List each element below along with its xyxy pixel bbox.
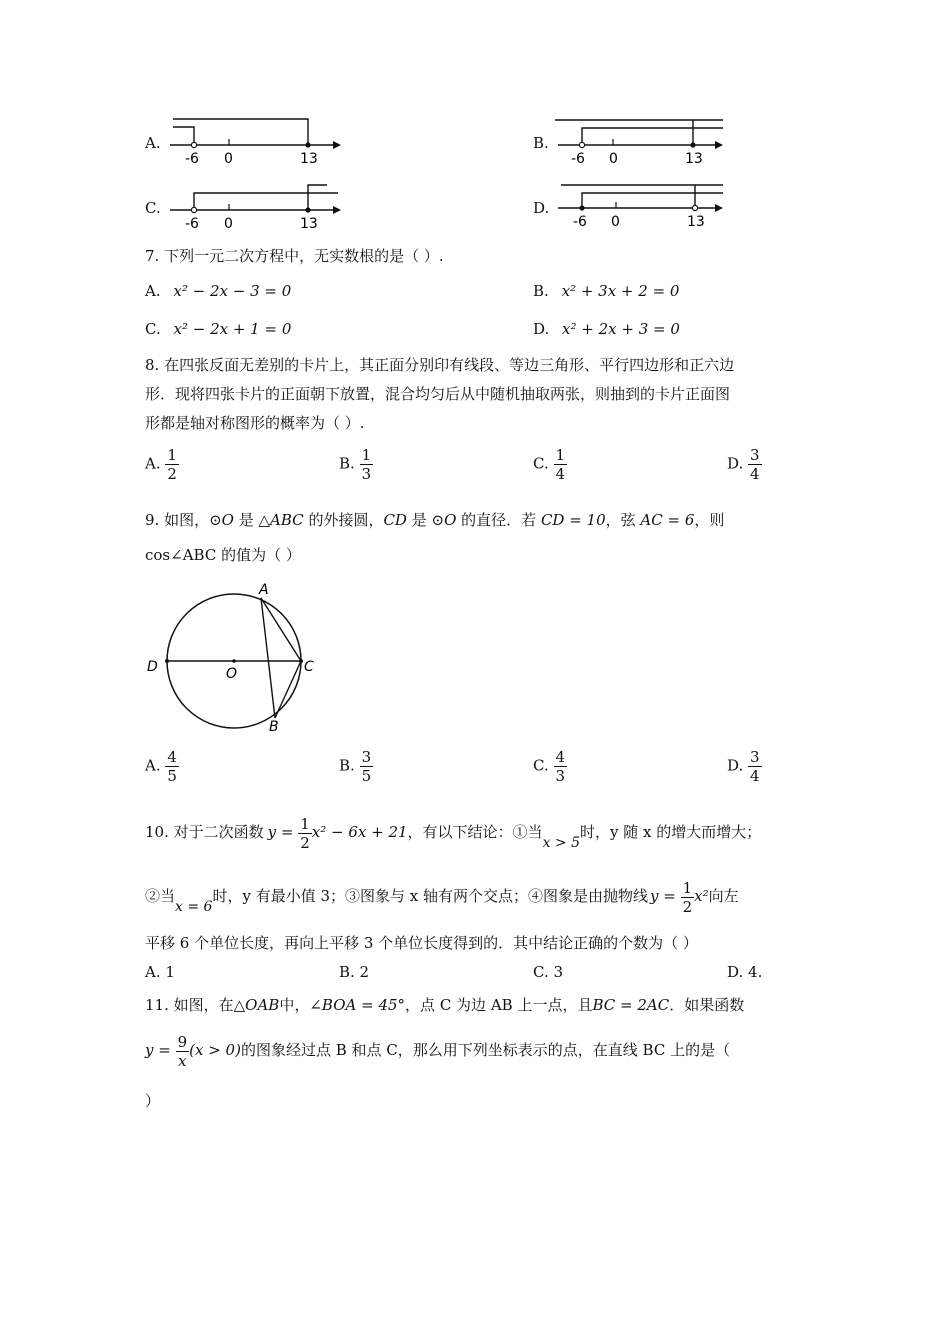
q10-parabola-fraction: $\frac{1}{2}$ [682, 878, 693, 916]
cos-abc: cos∠ABC [145, 546, 217, 564]
q7-option-a-expr: x² − 2x − 3 = 0 [173, 282, 292, 300]
triangle-oab: △OAB [233, 996, 280, 1014]
point-c-label: C [304, 659, 314, 675]
point-a-label: A [259, 582, 269, 598]
q9-option-a-label: A. [145, 756, 161, 775]
point-d-label: D [147, 659, 158, 675]
q9-option-d [727, 748, 762, 785]
q7-option-d-expr: x² + 2x + 3 = 0 [562, 320, 680, 338]
q7-stem: 7. 下列一元二次方程中，无实数根的是（ ）. [145, 247, 444, 265]
tick-13: 13 [685, 151, 703, 167]
q10-option-b: B. 2 [339, 963, 370, 981]
q9-option-c-label: C. [533, 756, 549, 775]
q8-option-c [533, 446, 567, 483]
q6-option-c-numberline [165, 177, 350, 235]
q9-option-c [533, 748, 567, 785]
tick-13: 13 [687, 214, 705, 230]
q7-option-c-label: C. [145, 320, 161, 338]
q8-line-2: 形．现将四张卡片的正面朝下放置，混合均匀后从中随机抽取两张，则抽到的卡片正面图 [145, 385, 731, 403]
tick-neg6: -6 [571, 151, 585, 167]
q10-half-fraction: $\frac{1}{2}$ [300, 814, 310, 852]
q8-option-d [727, 446, 762, 483]
q8-option-b-label: B. [339, 454, 355, 473]
tick-neg6: -6 [185, 216, 199, 232]
q8-option-d-fraction: $\frac{3}{4}$ [750, 446, 760, 483]
q9-option-b-fraction: $\frac{3}{5}$ [361, 748, 372, 785]
q9-option-a [145, 748, 179, 785]
tick-0: 0 [224, 151, 233, 167]
q9-option-c-fraction: $\frac{4}{3}$ [555, 748, 566, 785]
point-b-label: B [269, 719, 279, 735]
q8-option-c-label: C. [533, 454, 549, 473]
q6-option-c-label: C. [145, 199, 161, 217]
q10-option-c: C. 3 [533, 963, 564, 981]
q6-option-d-label: D. [533, 199, 550, 217]
tick-0: 0 [609, 151, 618, 167]
triangle-abc: △ABC [258, 511, 304, 529]
q8-option-a-fraction: $\frac{1}{2}$ [167, 446, 177, 483]
tick-0: 0 [224, 216, 233, 232]
q10-option-a: A. 1 [145, 963, 175, 981]
q7-option-c-expr: x² − 2x + 1 = 0 [173, 320, 292, 338]
q7-option-a [145, 281, 291, 301]
tick-0: 0 [611, 214, 620, 230]
q11-line-2: y = $\frac{9}{x}$ (x > 0)的图象经过点 B 和点 C，那么用下列坐标表示的点，在直线 BC 上的是（ [145, 1032, 731, 1070]
q9-option-a-fraction: $\frac{4}{5}$ [167, 748, 177, 785]
q10-line-3: 平移 6 个单位长度，再向上平移 3 个单位长度得到的．其中结论正确的个数为（ ） [145, 934, 698, 952]
tick-13: 13 [300, 216, 318, 232]
q7-option-d-label: D. [533, 320, 550, 338]
q6-option-a-numberline [165, 112, 350, 170]
q9-line-1: 9. 如图，⊙O 是 △ABC 的外接圆，CD 是 ⊙O 的直径．若 CD = 10，弦 AC = 6，则 [145, 511, 725, 529]
q8-option-a [145, 446, 179, 483]
point-o-label: O [226, 666, 238, 682]
q7-option-c [145, 319, 291, 339]
q7-option-b-label: B. [533, 282, 549, 300]
q7-option-d [533, 319, 680, 339]
q11-function-fraction: $\frac{9}{x}$ [177, 1032, 188, 1070]
q10-line-2: ②当x = 6时，y 有最小值 3；③图象与 x 轴有两个交点；④图象是由抛物线 y = $\frac{1}{2}$ x²向左 [145, 878, 739, 916]
q7-option-a-label: A. [145, 282, 161, 300]
q6-option-d-numberline [553, 177, 738, 235]
circle-o: ⊙O [209, 511, 234, 529]
q6-option-a-label: A. [145, 134, 161, 152]
q11-line-1: 11. 如图，在△OAB中，∠BOA = 45°，点 C 为边 AB 上一点，且BC = 2AC．如果函数 [145, 996, 745, 1014]
q7-option-b [533, 281, 679, 301]
q9-option-b [339, 748, 373, 785]
q8-line-3: 形都是轴对称图形的概率为（ ）. [145, 414, 365, 432]
q11-line-3: ） [145, 1092, 161, 1110]
q8-option-c-fraction: $\frac{1}{4}$ [555, 446, 566, 483]
q8-option-d-label: D. [727, 454, 744, 473]
q10-option-d: D. 4. [727, 963, 763, 981]
q9-option-d-fraction: $\frac{3}{4}$ [750, 748, 760, 785]
q10-line-1: 10. 对于二次函数 y = $\frac{1}{2}$ x² − 6x + 21，有以下结论：①当x > 5时，y 随 x 的增大而增大； [145, 814, 762, 852]
tick-neg6: -6 [185, 151, 199, 167]
q6-option-b-numberline [553, 112, 738, 170]
q8-option-a-label: A. [145, 454, 161, 473]
q10-condition-x-gt-5: x > 5 [542, 835, 580, 851]
tick-13: 13 [300, 151, 318, 167]
q9-option-d-label: D. [727, 756, 744, 775]
q8-option-b-fraction: $\frac{1}{3}$ [361, 446, 372, 483]
q8-line-1: 8. 在四张反面无差别的卡片上，其正面分别印有线段、等边三角形、平行四边形和正六边 [145, 356, 735, 374]
q8-option-b [339, 446, 373, 483]
q9-line-2: cos∠ABC 的值为（ ） [145, 546, 301, 564]
angle-boa: ∠BOA = 45° [309, 996, 406, 1014]
q7-option-b-expr: x² + 3x + 2 = 0 [561, 282, 680, 300]
q9-circle-figure [140, 578, 330, 738]
tick-neg6: -6 [573, 214, 587, 230]
q6-option-b-label: B. [533, 134, 549, 152]
q10-condition-x-eq-6: x = 6 [175, 899, 213, 915]
q9-option-b-label: B. [339, 756, 355, 775]
